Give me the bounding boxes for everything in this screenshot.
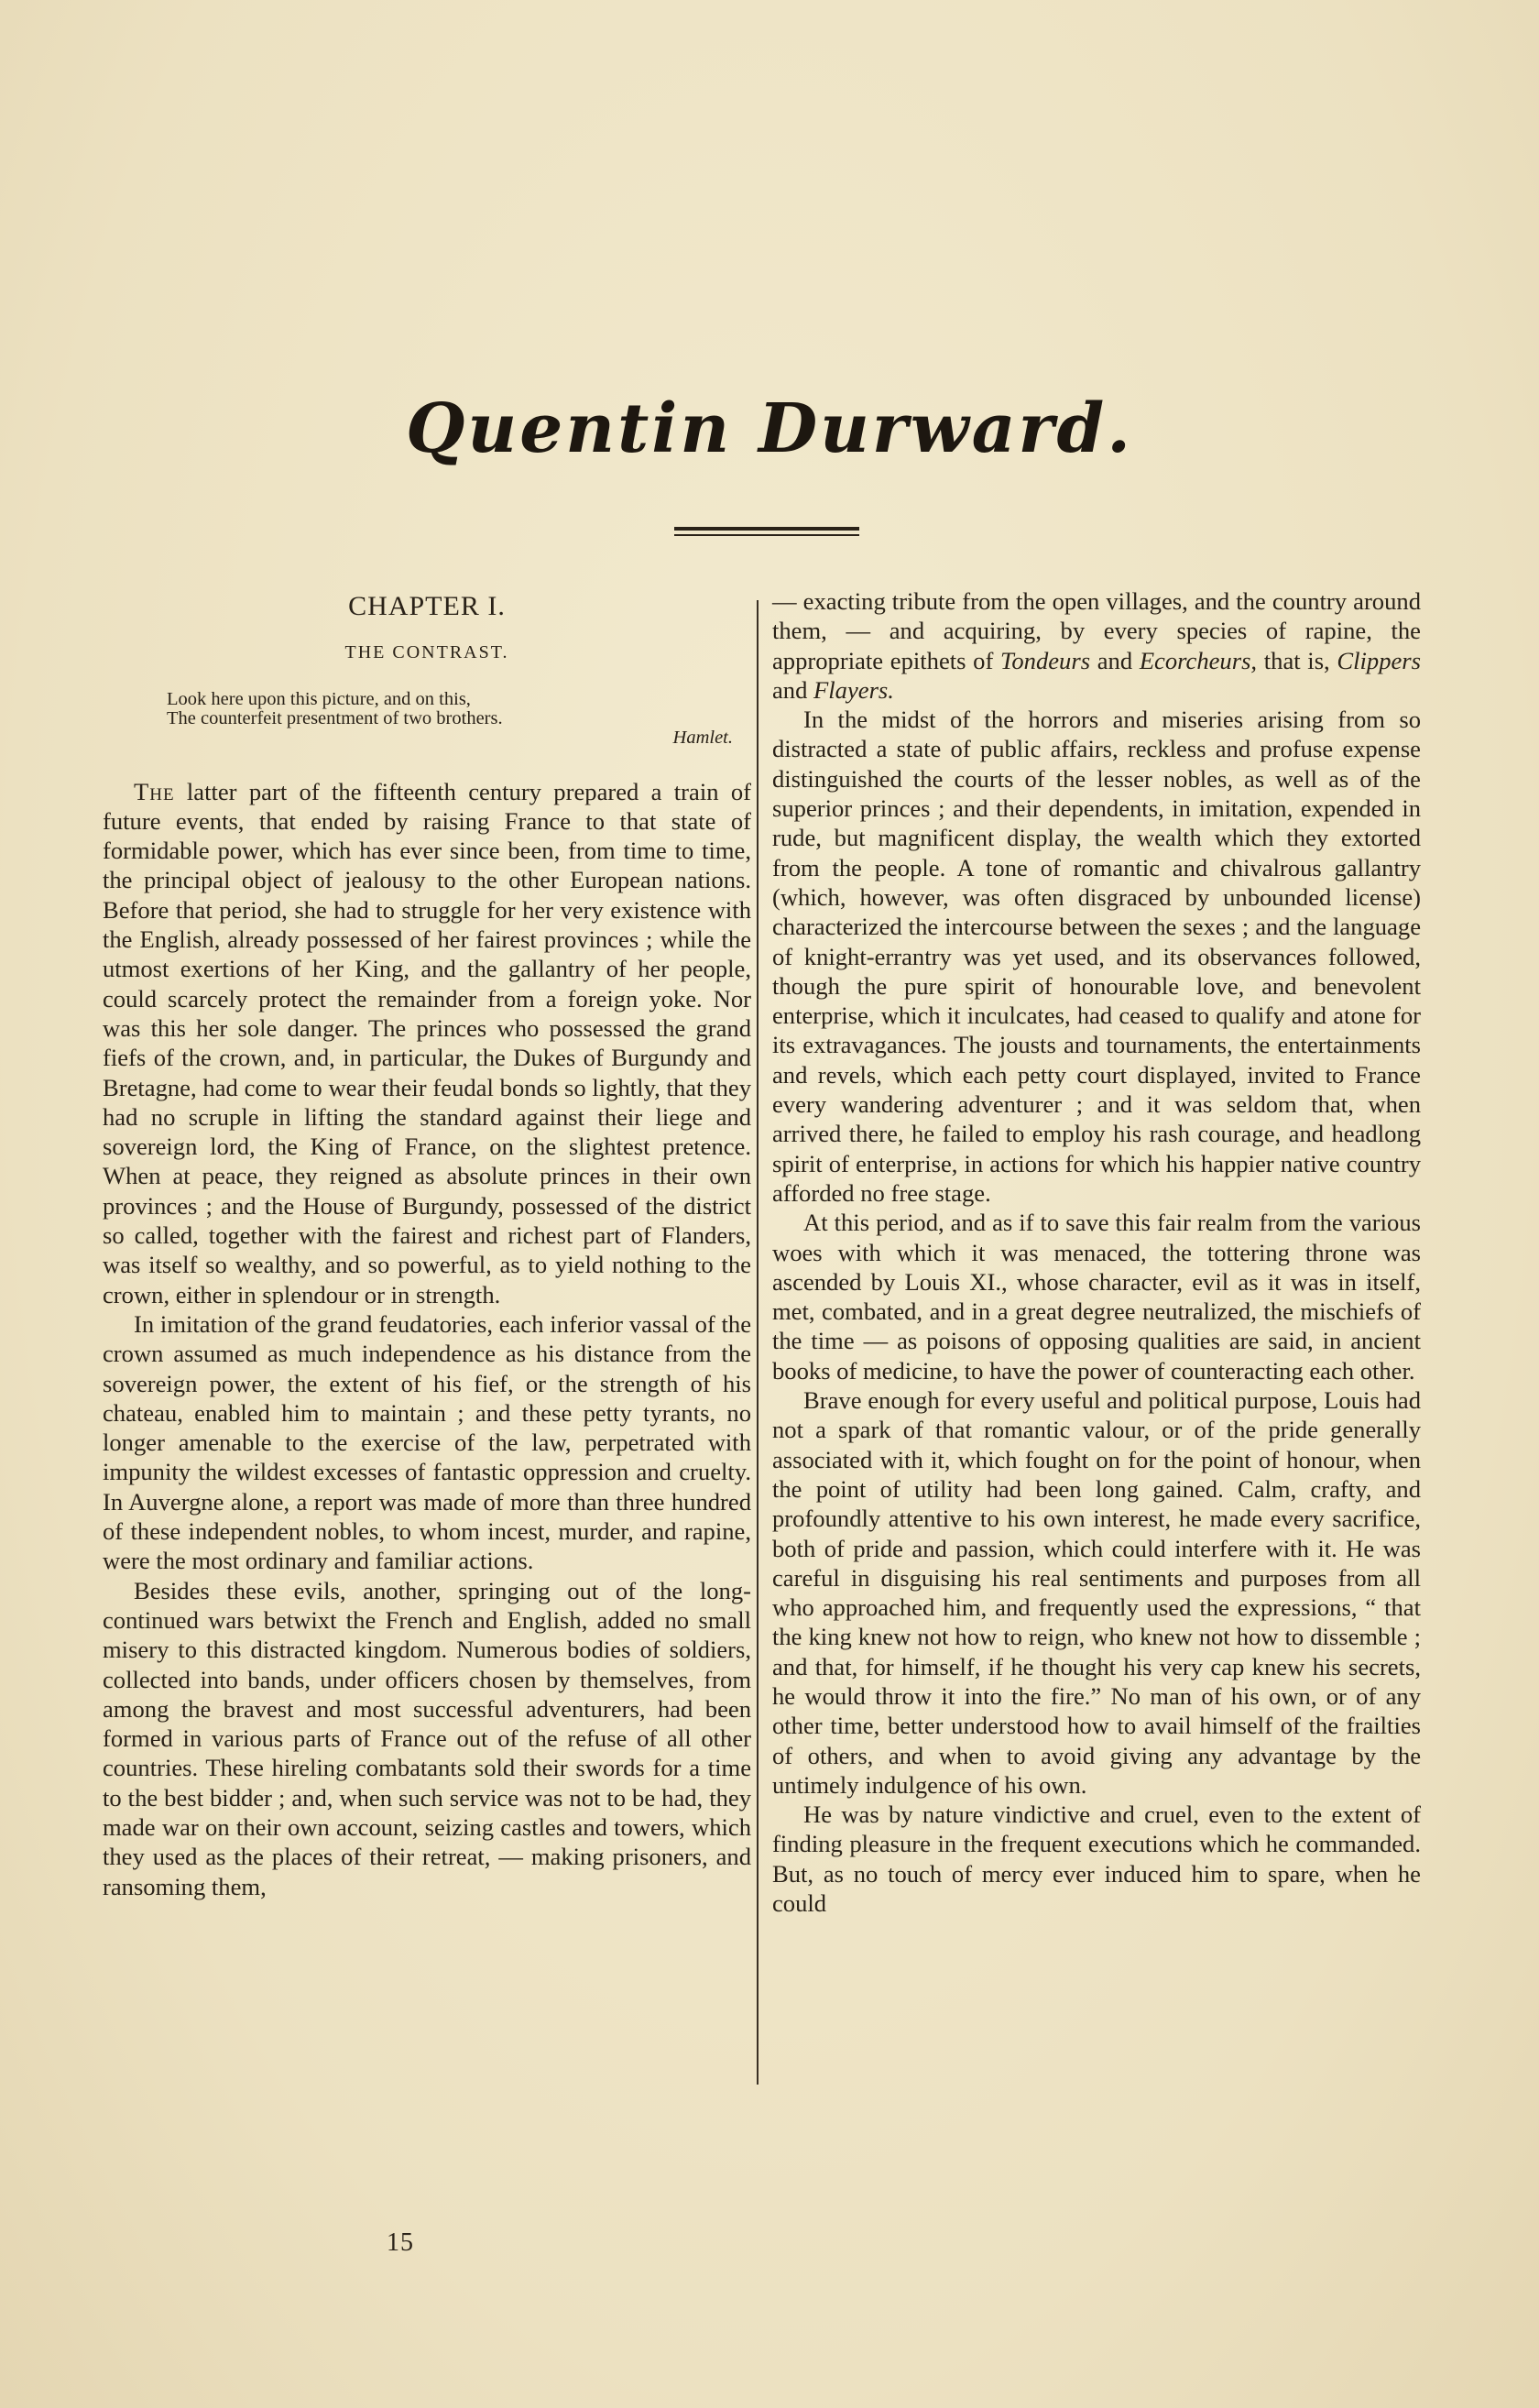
paragraph-lead-word: The <box>134 777 175 805</box>
left-column <box>103 586 751 1901</box>
paragraph: In the midst of the horrors and miseries arising from so distracted a state of public affairs, reckless and profuse expense distinguished the courts of the lesser nobles, as well as of the superior princes ; and their dependents, in imitation, expended in rude, but magnificent display, the wealth which they extorted from the people. A tone of romantic and chivalrous gallantry (which, however, was often disgraced by unbounded license) characterized the intercourse between the sexes ; and the language of knight-errantry was yet used, and its observances followed, though the pure spirit of honourable love, and benevolent enterprise, which it inculcates, had ceased to qualify and atone for its extravagances. The jousts and tournaments, the entertainments and revels, which each petty court displayed, invited to France every wandering adventurer ; and it was seldom that, when arrived there, he failed to employ his rash courage, and headlong spirit of enterprise, in actions for which his happier native country afforded no free stage. <box>772 706 1421 1207</box>
title-rule-thin <box>674 534 859 536</box>
paragraph: Brave enough for every useful and political purpose, Louis had not a spark of that romantic valour, or of the pride generally associated with it, which fought on for the point of honour, when the point of utility had been long gained. Calm, crafty, and profoundly attentive to his own interest, he made every sacrifice, both of pride and passion, which could interfere with it. He was careful in disguising his real sentiments and purposes from all who approached him, and frequently used the expressions, “ that the king knew not how to reign, who knew not how to dissemble ; and that, for himself, if he thought his very cap knew his secrets, he would throw it into the fire.” No man of his own, or of any other time, better understood how to avail himself of the frailties of others, and when to avoid giving any advantage by the untimely indulgence of his own. <box>772 1386 1421 1799</box>
epigraph-attribution: Hamlet. <box>672 727 733 748</box>
paragraph: — exacting tribute from the open villages, and the country around them, — and acquiring, by every species of rapine, the appropriate epithets of Tondeurs and Ecorcheurs, that is, Clippers and Flayers. <box>772 587 1422 704</box>
paragraph: At this period, and as if to save this fair realm from the various woes with which it was menaced, the tottering throne was ascended by Louis XI., whose character, evil as it was in itself, met, combated, and in a great degree neutralized, the mischiefs of the time — as poisons of opposing qualities are said, in ancient books of medicine, to have the power of counteracting each other. <box>772 1209 1421 1385</box>
book-title: Quentin Durward. <box>405 389 1134 468</box>
epigraph-line-1: Look here upon this picture, and on this, <box>167 688 471 709</box>
paragraph: He was by nature vindictive and cruel, even to the extent of finding pleasure in the frequent executions which he commanded. But, as no touch of mercy ever induced him to spare, when he could <box>772 1801 1421 1918</box>
page-number: 15 <box>387 2228 414 2257</box>
paragraph: In imitation of the grand feudatories, each inferior vassal of the crown assumed as much independence as his distance from the sovereign power, the extent of his fief, or the strength of his chateau, enabled him to maintain ; and these petty tyrants, no longer amenable to the exercise of the law, perpetrated with impunity the wildest excesses of fantastic oppression and cruelty. In Auvergne alone, a report was made of more than three hundred of these independent nobles, to whom incest, murder, and rapine, were the most ordinary and familiar actions. <box>103 1309 751 1575</box>
epigraph-line-2: The counterfeit presentment of two brothers. <box>167 707 503 728</box>
paragraph: Besides these evils, another, springing out of the long-continued wars betwixt the French and English, added no small misery to this distracted kingdom. Numerous bodies of soldiers, collected into bands, under officers chosen by themselves, from among the bravest and most successful adventurers, had been formed in various parts of France out of the refuse of all other countries. These hireling combatants sold their swords for a time to the best bidder ; and, when such service was not to be had, they made war on their own account, seizing castles and towers, which they used as the places of their retreat, — making prisoners, and ransoming them, <box>103 1576 751 1900</box>
epigraph <box>167 690 751 748</box>
paragraph <box>103 777 751 1309</box>
title-rule-thick <box>674 527 859 531</box>
chapter-subtitle: THE CONTRAST. <box>344 642 509 663</box>
chapter-heading: CHAPTER I. <box>348 591 506 621</box>
column-divider <box>757 600 759 2085</box>
right-column <box>772 586 1421 1918</box>
paragraph-text: latter part of the fifteenth century prepared a train of future events, that ended by raising France to that state of formidable power, which has ever since been, from time to time, the principal object of jealousy to the other European nations. Before that period, she had to struggle for her very existence with the English, already possessed of her fairest provinces ; while the utmost exertions of her King, and the gallantry of her people, could scarcely protect the remainder from a foreign yoke. Nor was this her sole danger. The princes who possessed the grand fiefs of the crown, and, in particular, the Dukes of Burgundy and Bretagne, had come to wear their feudal bonds so lightly, that they had no scruple in lifting the standard against their liege and sovereign lord, the King of France, on the slightest pretence. When at peace, they reigned as absolute princes in their own provinces ; and the House of Burgundy, possessed of the district so called, together with the fairest and richest part of Flanders, was itself so wealthy, and so powerful, as to yield nothing to the crown, either in splendour or in strength. <box>103 777 751 1308</box>
